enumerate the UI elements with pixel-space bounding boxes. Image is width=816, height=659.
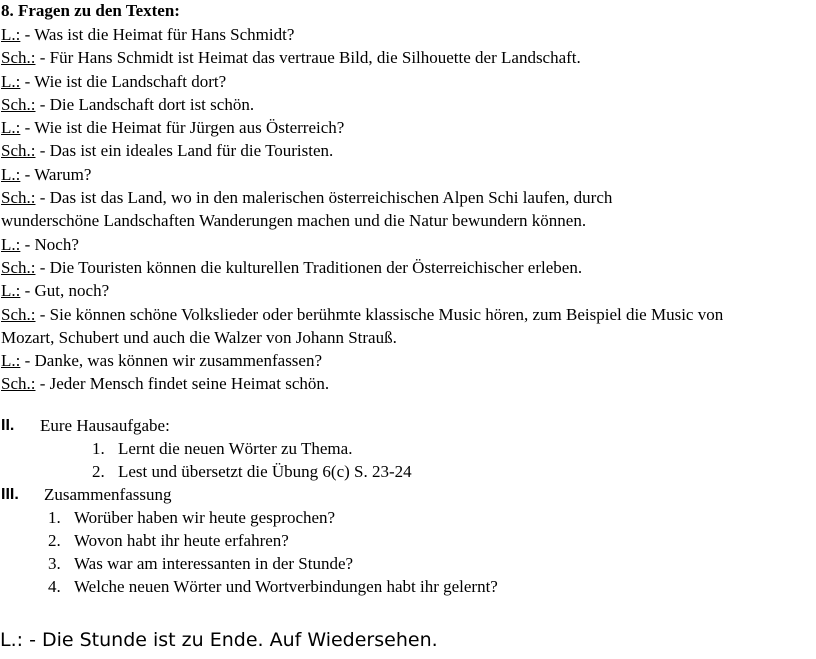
dialog-line <box>1 372 816 395</box>
summary-item <box>48 553 353 575</box>
dialog-text: wunderschöne Landschaften Wanderungen machen und die Natur bewundern können. <box>1 211 587 231</box>
section-heading: 8. Fragen zu den Texten: <box>1 1 180 20</box>
dialog-text: - Die Touristen können die kulturellen Traditionen der Österreichischer erleben. <box>35 257 583 277</box>
item-text: Was war am interessanten in der Stunde? <box>74 554 354 573</box>
speaker-label: L.: <box>1 164 21 184</box>
item-number: 3. <box>48 554 61 573</box>
summary-item <box>48 507 335 529</box>
item-text: Welche neuen Wörter und Wortverbindungen habt ihr gelernt? <box>74 577 498 596</box>
speaker-label: L.: <box>1 351 21 371</box>
dialog-line <box>1 23 816 46</box>
dialog-line <box>1 349 816 372</box>
dialog-text: - Danke, was können wir zusammenfassen? <box>20 351 323 371</box>
dialog-text: - Das ist das Land, wo in den malerischen österreichischen Alpen Schi laufen, durch <box>35 188 613 208</box>
item-number: 2. <box>92 462 105 481</box>
speaker-label: Sch.: <box>1 374 36 394</box>
item-number: 4. <box>48 577 61 596</box>
dialog-text: - Jeder Mensch findet seine Heimat schön. <box>35 374 330 394</box>
dialog-text: - Noch? <box>20 234 79 254</box>
item-number: 1. <box>92 439 105 458</box>
summary-section-title: Zusammenfassung <box>44 485 172 504</box>
dialog-text: - Das ist ein ideales Land für die Touristen. <box>35 141 334 161</box>
dialog-line-continuation <box>1 209 816 232</box>
homework-item <box>92 438 352 460</box>
summary-item <box>48 576 498 598</box>
speaker-label: Sch.: <box>1 141 36 161</box>
speaker-label: Sch.: <box>1 304 36 324</box>
summary-item <box>48 530 289 552</box>
closing-line: L.: - Die Stunde ist zu Ende. Auf Wiedersehen. <box>0 629 438 651</box>
dialog-line <box>1 233 816 256</box>
item-number: 1. <box>48 508 61 527</box>
dialog-text: - Sie können schöne Volkslieder oder berühmte klassische Music hören, zum Beispiel die Music von <box>35 304 724 324</box>
speaker-label: L.: <box>1 234 21 254</box>
dialog-list <box>1 23 816 396</box>
dialog-text: - Die Landschaft dort ist schön. <box>35 94 255 114</box>
speaker-label: L.: <box>1 281 21 301</box>
speaker-label: L.: <box>1 118 21 138</box>
dialog-line <box>1 186 816 209</box>
dialog-line <box>1 163 816 186</box>
homework-section-title: Eure Hausaufgabe: <box>40 416 170 435</box>
dialog-line <box>1 303 816 326</box>
dialog-line <box>1 46 816 69</box>
item-number: 2. <box>48 531 61 550</box>
dialog-line <box>1 279 816 302</box>
dialog-line-continuation <box>1 326 816 349</box>
item-text: Lest und übersetzt die Übung 6(c) S. 23-24 <box>118 462 412 481</box>
speaker-label: Sch.: <box>1 94 36 114</box>
dialog-text: - Wie ist die Landschaft dort? <box>20 71 227 91</box>
dialog-text: - Warum? <box>20 164 92 184</box>
item-text: Lernt die neuen Wörter zu Thema. <box>118 439 353 458</box>
item-text: Wovon habt ihr heute erfahren? <box>74 531 289 550</box>
dialog-text: Mozart, Schubert und auch die Walzer von Johann Strauß. <box>1 327 397 347</box>
dialog-line <box>1 116 816 139</box>
speaker-label: Sch.: <box>1 188 36 208</box>
speaker-label: L.: <box>1 25 21 44</box>
speaker-label: Sch.: <box>1 257 36 277</box>
dialog-line <box>1 139 816 162</box>
item-text: Worüber haben wir heute gesprochen? <box>74 508 336 527</box>
dialog-text: - Was ist die Heimat für Hans Schmidt? <box>20 25 295 44</box>
speaker-label: L.: <box>1 71 21 91</box>
dialog-text: - Wie ist die Heimat für Jürgen aus Österreich? <box>20 118 345 138</box>
homework-item <box>92 461 412 483</box>
dialog-line <box>1 256 816 279</box>
speaker-label: Sch.: <box>1 48 36 68</box>
dialog-line <box>1 70 816 93</box>
dialog-line <box>1 93 816 116</box>
summary-section-number: III. <box>1 486 19 503</box>
dialog-text: - Gut, noch? <box>20 281 110 301</box>
dialog-text: - Für Hans Schmidt ist Heimat das vertraue Bild, die Silhouette der Landschaft. <box>35 48 581 68</box>
homework-section-number: II. <box>1 417 15 434</box>
